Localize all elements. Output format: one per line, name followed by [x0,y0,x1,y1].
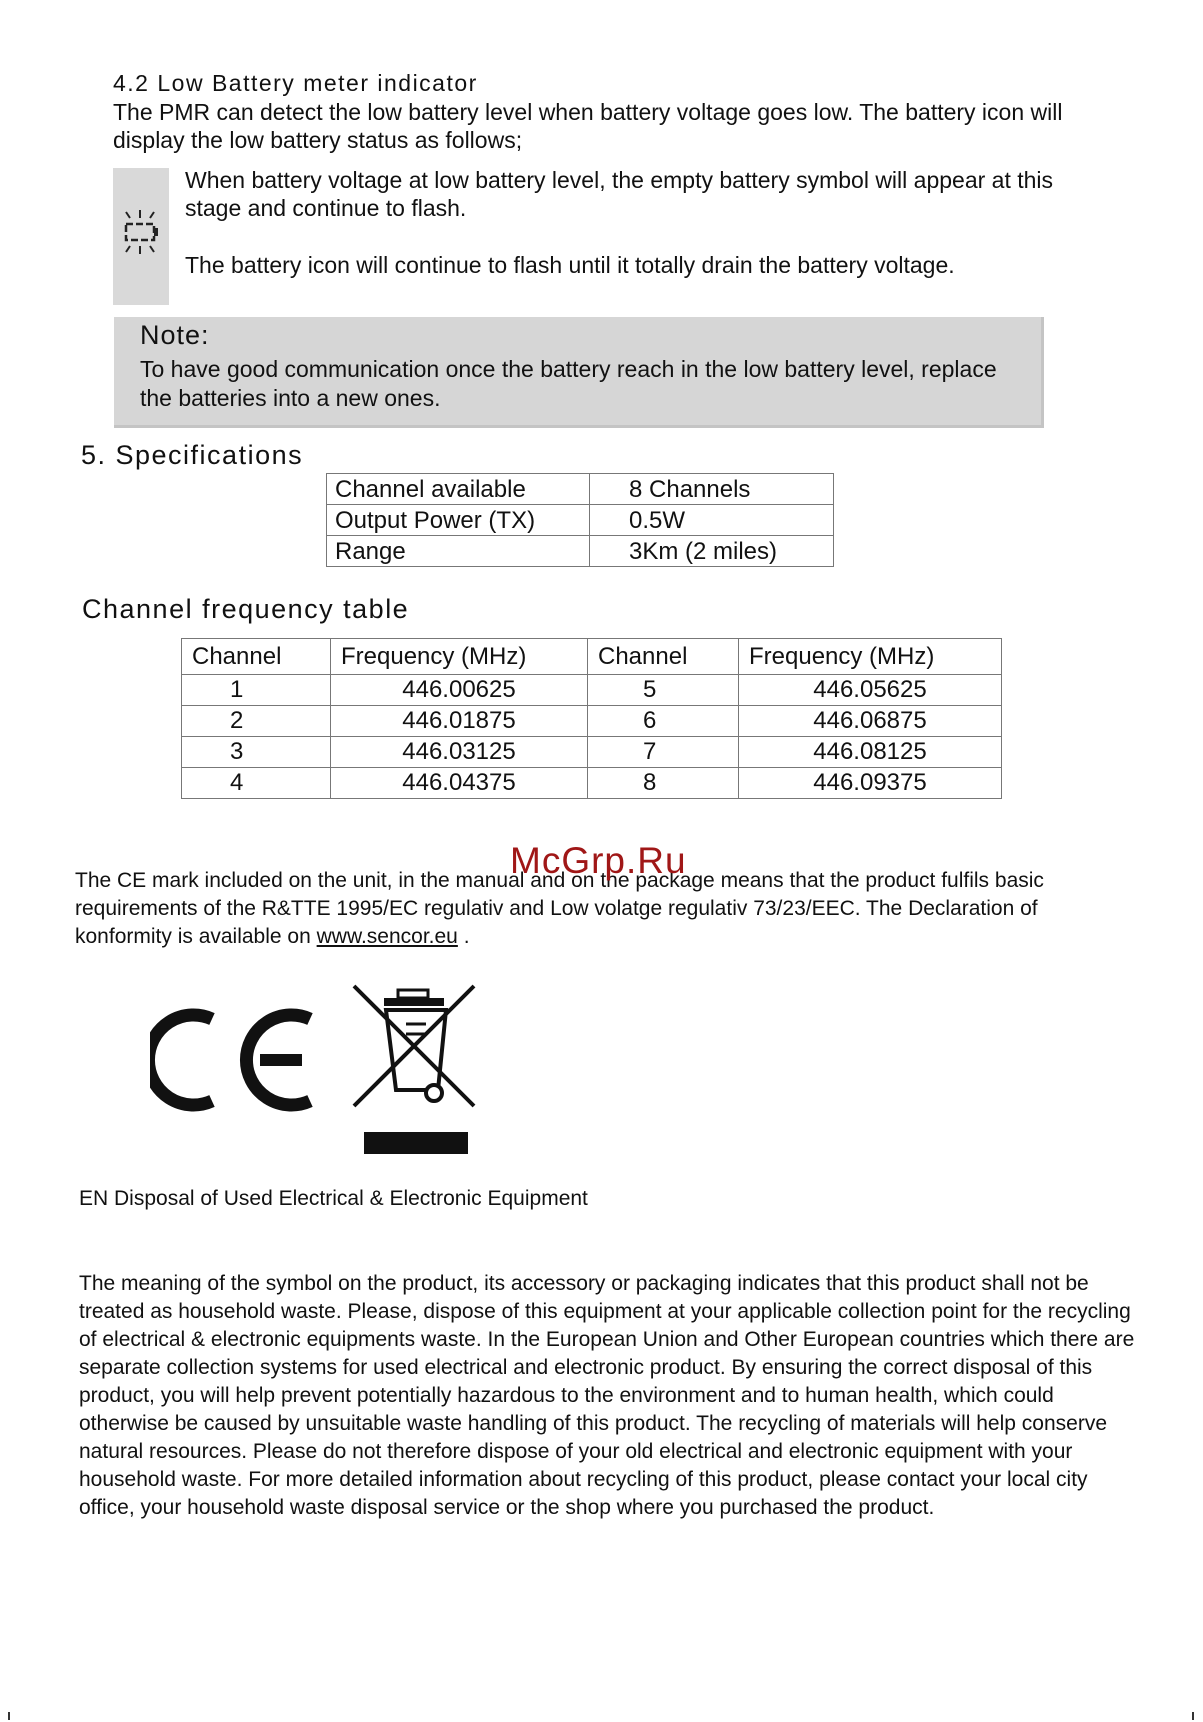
table-row [327,505,834,536]
crop-mark [1192,1712,1194,1720]
table-row [327,536,834,567]
crop-mark [8,1712,10,1720]
frequency-cell: 446.05625 [739,675,1002,706]
note-box [114,317,1044,428]
channel-cell: 1 [182,675,331,706]
spec-value: 3Km (2 miles) [590,536,834,567]
column-header-frequency: Frequency (MHz) [331,639,588,675]
channel-cell: 5 [588,675,739,706]
column-header-channel: Channel [182,639,331,675]
low-battery-intro: The PMR can detect the low battery level when battery voltage goes low. The battery icon will display the low battery status as follows; [113,99,1063,153]
table-row [182,768,1002,799]
frequency-cell: 446.04375 [331,768,588,799]
table-row [182,737,1002,768]
frequency-table-heading: Channel frequency table [82,594,410,624]
spec-key: Channel available [327,474,590,505]
battery-icon-panel [113,168,169,305]
frequency-cell: 446.08125 [739,737,1002,768]
ce-statement-end: . [457,925,470,948]
sencor-link[interactable]: www.sencor.eu [316,925,458,948]
table-row [182,675,1002,706]
frequency-cell: 446.03125 [331,737,588,768]
table-row [327,474,834,505]
spec-key: Output Power (TX) [327,505,590,536]
table-row [182,706,1002,737]
spec-value: 0.5W [590,505,834,536]
battery-flash-description-2: The battery icon will continue to flash until it totally drain the battery voltage. [185,252,955,278]
watermark: McGrp.Ru [510,840,687,881]
section-heading-low-battery: 4.2 Low Battery meter indicator [113,70,478,96]
frequency-table [181,638,1002,799]
ce-mark-logo [150,1005,320,1115]
table-header-row [182,639,1002,675]
disposal-text: The meaning of the symbol on the product, its accessory or packaging indicates that this product shall not be treated as household waste. Please, dispose of this equipment at your applicable collection point for the recycling of electrical & electronic equipments waste. In the European Union and Other European countries which there are separate collection systems for used electrical and electronic product. By ensuring the correct disposal of this product, you will help prevent potentially hazardous to the environment and to human health, which could otherwise be caused by unsuitable waste handling of this product. The recycling of materials will help conserve natural resources. Please do not therefore dispose of your old electrical and electronic equipment with your household waste. For more detailed information about recycling of this product, please contact your local city office, your household waste disposal service or the shop where you purchased the product. [79,1272,1135,1519]
crossed-out-wheelie-bin-icon [346,980,481,1155]
specifications-table [326,473,834,567]
flashing-empty-battery-icon [121,210,161,260]
frequency-cell: 446.01875 [331,706,588,737]
ce-statement-text: The CE mark included on the unit, in the manual and on the package means that the product fulfils basic requirements of the R&TTE 1995/EC regulativ and Low volatge regulativ 73/23/EEC. The Declaration of konformity is available on [75,869,1044,948]
note-text: To have good communication once the battery reach in the low battery level, replace the batteries into a new ones. [140,356,997,411]
frequency-cell: 446.09375 [739,768,1002,799]
column-header-channel: Channel [588,639,739,675]
note-title: Note: [140,320,210,350]
spec-key: Range [327,536,590,567]
frequency-cell: 446.00625 [331,675,588,706]
disposal-heading: EN Disposal of Used Electrical & Electronic Equipment [79,1187,588,1210]
channel-cell: 7 [588,737,739,768]
channel-cell: 2 [182,706,331,737]
channel-cell: 6 [588,706,739,737]
battery-flash-description-1: When battery voltage at low battery level, the empty battery symbol will appear at this stage and continue to flash. [185,167,1054,221]
spec-value: 8 Channels [590,474,834,505]
column-header-frequency: Frequency (MHz) [739,639,1002,675]
specifications-heading: 5. Specifications [81,440,304,470]
frequency-cell: 446.06875 [739,706,1002,737]
channel-cell: 8 [588,768,739,799]
channel-cell: 4 [182,768,331,799]
channel-cell: 3 [182,737,331,768]
